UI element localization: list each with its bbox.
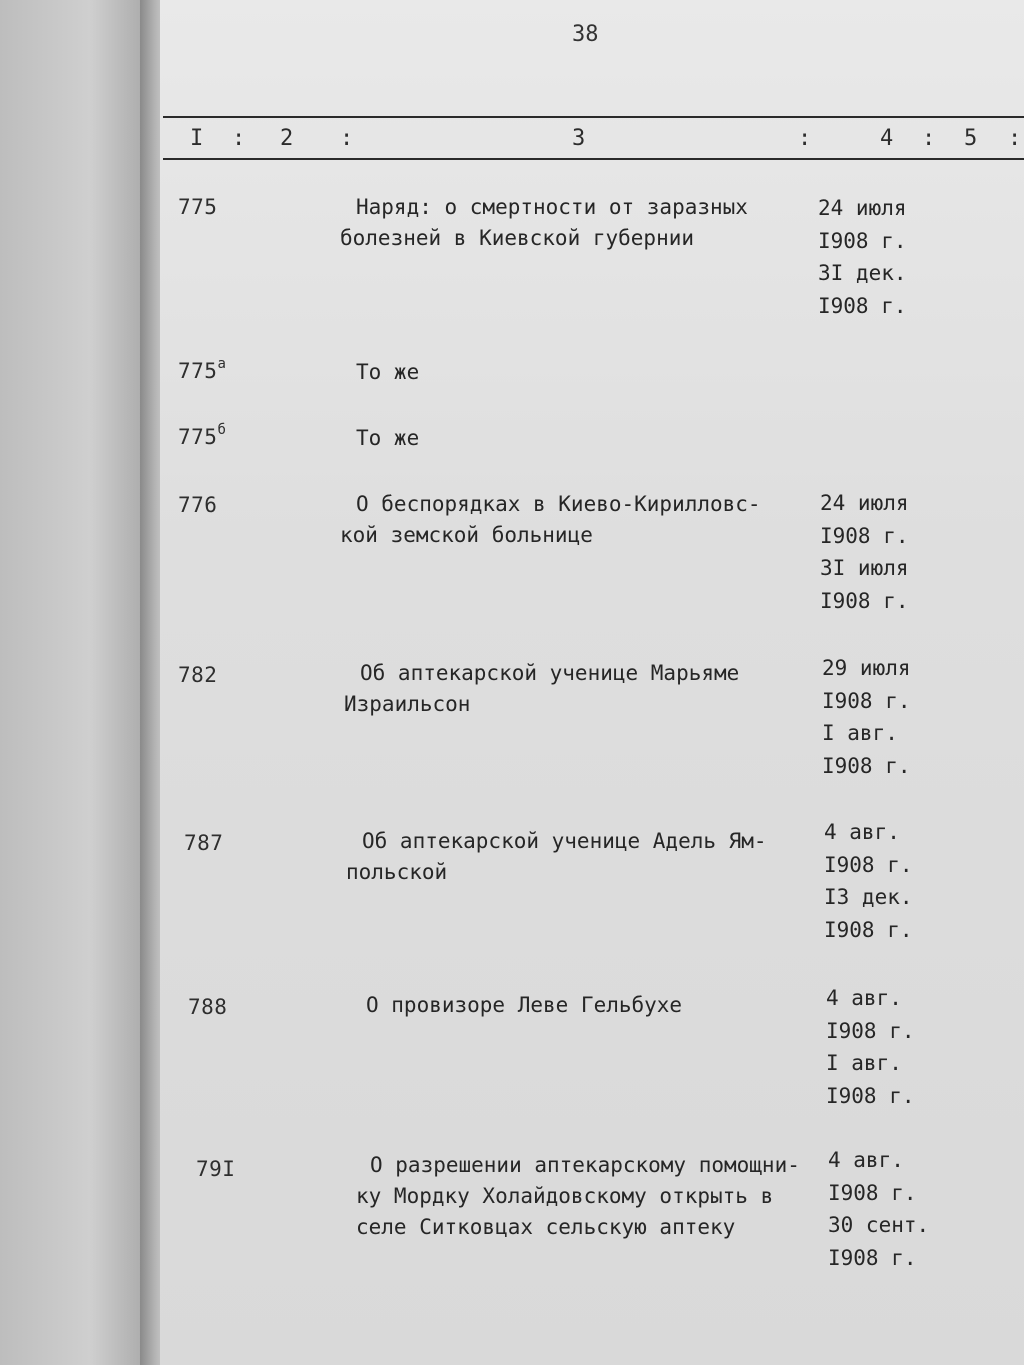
entry-title: Наряд: о смертности от заразных болезней в Киевской губернии bbox=[340, 195, 748, 250]
entry-dates: 24 июля I908 г. 3I июля I908 г. bbox=[820, 491, 909, 613]
column-heading-5: 5 bbox=[964, 126, 978, 151]
entry-number: $775^а$ bbox=[178, 356, 227, 383]
entry-number: 775 bbox=[178, 195, 218, 219]
column-heading-4: 4 bbox=[880, 126, 894, 151]
entry-dates: 29 июля I908 г. I авг. I908 г. bbox=[822, 656, 911, 778]
entry-dates: 4 авг. I908 г. I авг. I908 г. bbox=[826, 986, 915, 1108]
entry-dates: 24 июля I908 г. 3I дек. I908 г. bbox=[818, 196, 907, 318]
column-separator: : bbox=[922, 126, 936, 151]
entry-title: О разрешении аптекарскому помощни- ку Мордку Холайдовскому открыть в селе Ситковцах сельскую аптеку bbox=[356, 1153, 800, 1239]
header-rule-bottom bbox=[163, 158, 1024, 160]
entry-number: $775^б$ bbox=[178, 422, 227, 449]
facing-page-edge bbox=[0, 0, 150, 1365]
entry-number: 787 bbox=[184, 831, 224, 855]
column-heading-3: 3 bbox=[572, 126, 586, 151]
column-separator: : bbox=[232, 126, 246, 151]
entry-title: То же bbox=[356, 360, 420, 384]
column-separator: : bbox=[1008, 126, 1022, 151]
header-rule-top bbox=[163, 116, 1024, 118]
column-separator: : bbox=[340, 126, 354, 151]
column-separator: : bbox=[798, 126, 812, 151]
entry-dates: 4 авг. I908 г. 30 сент. I908 г. bbox=[828, 1148, 930, 1270]
entry-title: Об аптекарской ученице Адель Ям- польской bbox=[346, 829, 767, 884]
column-heading-1: I bbox=[190, 126, 204, 151]
entry-number: 782 bbox=[178, 663, 218, 687]
column-heading-2: 2 bbox=[280, 126, 294, 151]
entry-title: То же bbox=[356, 426, 420, 450]
entry-title: О беспорядках в Киево-Кирилловс- кой земской больнице bbox=[340, 492, 761, 547]
entry-number: 79I bbox=[196, 1157, 236, 1181]
entry-dates: 4 авг. I908 г. I3 дек. I908 г. bbox=[824, 820, 913, 942]
entry-number: 788 bbox=[188, 995, 228, 1019]
entry-title: О провизоре Леве Гельбухе bbox=[366, 993, 683, 1017]
page-number: 38 bbox=[572, 22, 599, 47]
entry-title: Об аптекарской ученице Марьяме Израильсон bbox=[344, 661, 740, 716]
entry-number: 776 bbox=[178, 493, 218, 517]
